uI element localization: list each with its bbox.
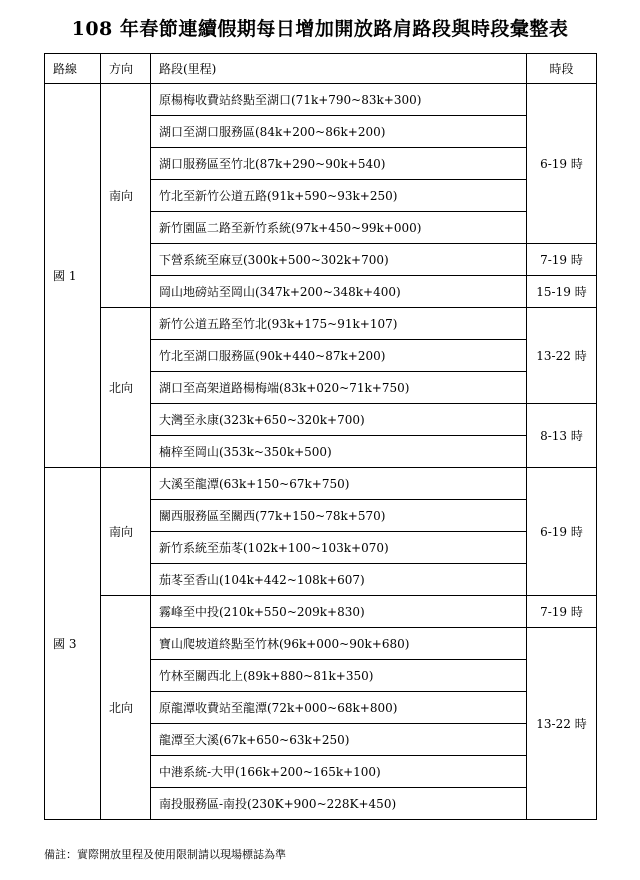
segment-cell: 新竹公道五路至竹北(93k+175~91k+107) bbox=[151, 308, 527, 340]
table-row bbox=[45, 596, 597, 628]
segment-cell: 原龍潭收費站至龍潭(72k+000~68k+800) bbox=[151, 692, 527, 724]
segment-cell: 下營系統至麻豆(300k+500~302k+700) bbox=[151, 244, 527, 276]
segment-cell: 新竹園區二路至新竹系統(97k+450~99k+000) bbox=[151, 212, 527, 244]
segment-cell: 竹北至湖口服務區(90k+440~87k+200) bbox=[151, 340, 527, 372]
segment-cell: 湖口至湖口服務區(84k+200~86k+200) bbox=[151, 116, 527, 148]
segment-cell: 楠梓至岡山(353k~350k+500) bbox=[151, 436, 527, 468]
segment-cell: 大溪至龍潭(63k+150~67k+750) bbox=[151, 468, 527, 500]
table-row bbox=[45, 84, 597, 116]
segment-cell: 龍潭至大溪(67k+650~63k+250) bbox=[151, 724, 527, 756]
segment-cell: 竹林至關西北上(89k+880~81k+350) bbox=[151, 660, 527, 692]
direction-cell: 北向 bbox=[101, 596, 151, 820]
segment-cell: 中港系統-大甲(166k+200~165k+100) bbox=[151, 756, 527, 788]
header-route: 路線 bbox=[45, 54, 101, 84]
footnote: 備註：實際開放里程及使用限制請以現場標誌為準 bbox=[44, 848, 286, 861]
direction-cell: 北向 bbox=[101, 308, 151, 468]
road-shoulder-table bbox=[44, 53, 597, 820]
time-cell: 8-13 時 bbox=[527, 404, 597, 468]
segment-cell: 原楊梅收費站終點至湖口(71k+790~83k+300) bbox=[151, 84, 527, 116]
time-cell: 7-19 時 bbox=[527, 596, 597, 628]
segment-cell: 寶山爬坡道終點至竹林(96k+000~90k+680) bbox=[151, 628, 527, 660]
time-cell: 6-19 時 bbox=[527, 468, 597, 596]
table-row bbox=[45, 468, 597, 500]
segment-cell: 湖口至高架道路楊梅端(83k+020~71k+750) bbox=[151, 372, 527, 404]
segment-cell: 南投服務區-南投(230K+900~228K+450) bbox=[151, 788, 527, 820]
direction-cell: 南向 bbox=[101, 84, 151, 308]
segment-cell: 岡山地磅站至岡山(347k+200~348k+400) bbox=[151, 276, 527, 308]
route-name-cell: 國 1 bbox=[45, 84, 101, 468]
time-cell: 13-22 時 bbox=[527, 628, 597, 820]
time-cell: 6-19 時 bbox=[527, 84, 597, 244]
segment-cell: 茄苳至香山(104k+442~108k+607) bbox=[151, 564, 527, 596]
segment-cell: 霧峰至中投(210k+550~209k+830) bbox=[151, 596, 527, 628]
time-cell: 7-19 時 bbox=[527, 244, 597, 276]
segment-cell: 新竹系統至茄苳(102k+100~103k+070) bbox=[151, 532, 527, 564]
direction-cell: 南向 bbox=[101, 468, 151, 596]
time-cell: 15-19 時 bbox=[527, 276, 597, 308]
segment-cell: 湖口服務區至竹北(87k+290~90k+540) bbox=[151, 148, 527, 180]
segment-cell: 關西服務區至關西(77k+150~78k+570) bbox=[151, 500, 527, 532]
document-title: 108 年春節連續假期每日增加開放路肩路段與時段彙整表 bbox=[71, 18, 569, 40]
header-segment: 路段(里程) bbox=[151, 54, 527, 84]
route-name-cell: 國 3 bbox=[45, 468, 101, 820]
table-row bbox=[45, 308, 597, 340]
segment-cell: 竹北至新竹公道五路(91k+590~93k+250) bbox=[151, 180, 527, 212]
header-time: 時段 bbox=[527, 54, 597, 84]
time-cell: 13-22 時 bbox=[527, 308, 597, 404]
table-header-row bbox=[45, 54, 597, 84]
header-direction: 方向 bbox=[101, 54, 151, 84]
segment-cell: 大灣至永康(323k+650~320k+700) bbox=[151, 404, 527, 436]
